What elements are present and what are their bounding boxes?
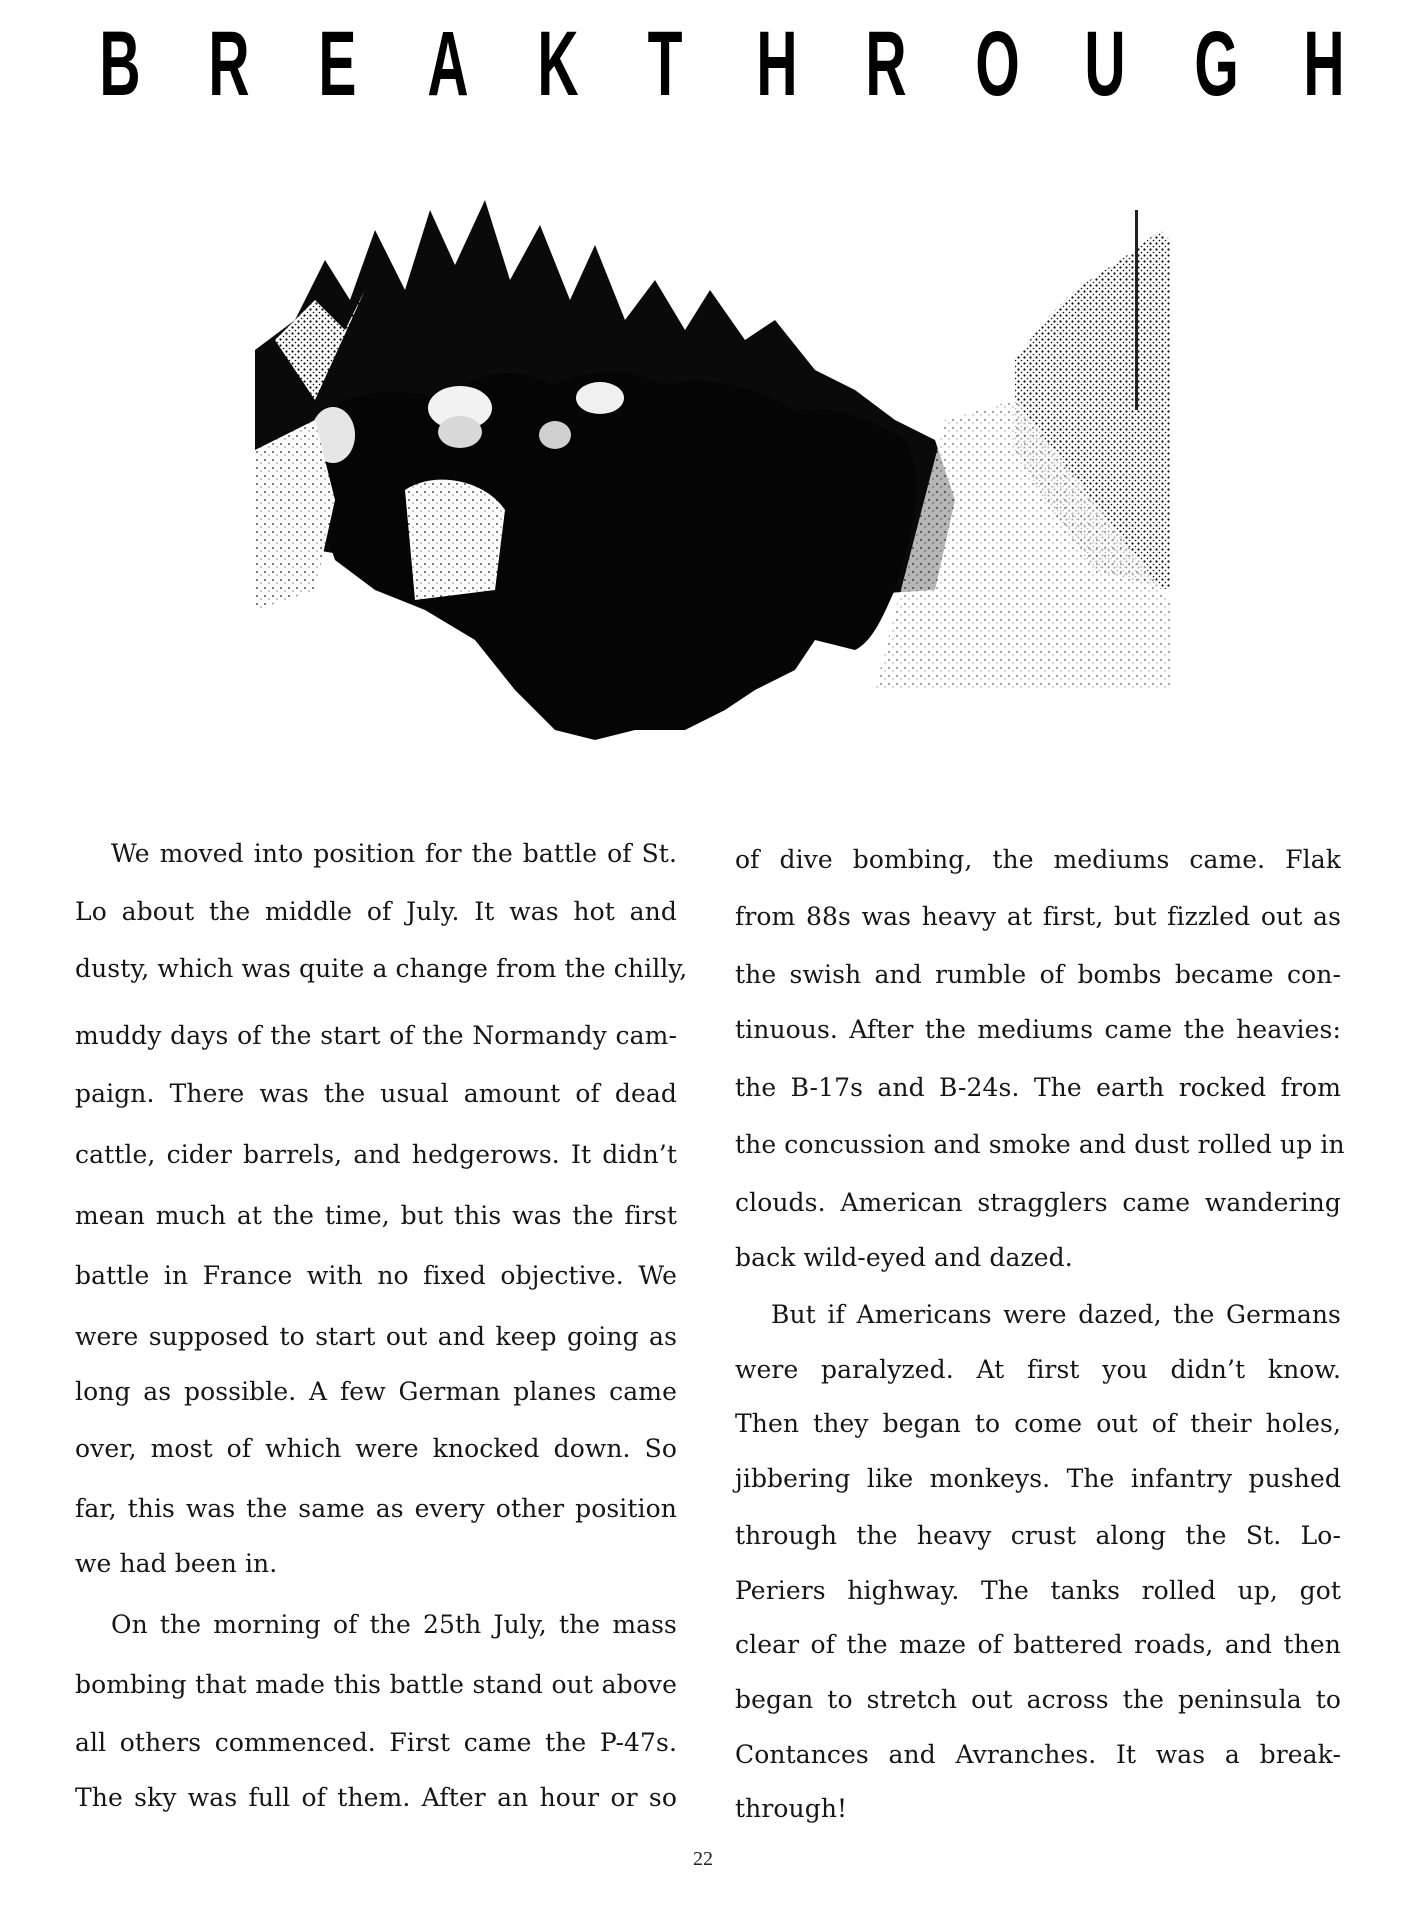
text-line: were supposed to start out and keep going as <box>75 1322 677 1351</box>
text-line: the B-17s and B-24s. The earth rocked from <box>735 1073 1341 1102</box>
text-line: far, this was the same as every other position <box>75 1494 677 1523</box>
page-title <box>88 13 1352 115</box>
title-letter: H <box>756 13 798 115</box>
title-letter: G <box>1193 13 1239 115</box>
photo-prisoners-on-road <box>255 170 1175 750</box>
text-line: But if Americans were dazed, the Germans <box>771 1300 1341 1329</box>
text-line: The sky was full of them. After an hour or so <box>75 1783 677 1812</box>
title-letter: O <box>975 13 1020 115</box>
title-letter: H <box>1303 13 1345 115</box>
text-line: through! <box>735 1794 848 1823</box>
text-line: We moved into position for the battle of St. <box>111 839 677 868</box>
title-letter: T <box>647 13 683 115</box>
text-line: muddy days of the start of the Normandy cam- <box>75 1021 677 1050</box>
text-line: we had been in. <box>75 1549 278 1578</box>
title-letter: K <box>537 13 579 115</box>
title-letter: B <box>99 13 141 115</box>
text-line: Periers highway. The tanks rolled up, got <box>735 1576 1341 1605</box>
text-line: dusty, which was quite a change from the chilly, <box>75 954 688 983</box>
text-line: bombing that made this battle stand out above <box>75 1670 677 1699</box>
title-letter: U <box>1084 13 1126 115</box>
text-line: the concussion and smoke and dust rolled up in <box>735 1130 1345 1159</box>
page-number: 22 <box>693 1848 713 1870</box>
text-line: battle in France with no fixed objective. We <box>75 1261 677 1290</box>
text-line: Then they began to come out of their holes, <box>735 1409 1341 1438</box>
text-line: tinuous. After the mediums came the heavies: <box>735 1015 1341 1044</box>
halftone-photo <box>255 170 1175 750</box>
text-line: mean much at the time, but this was the first <box>75 1201 677 1230</box>
text-line: from 88s was heavy at first, but fizzled out as <box>735 902 1341 931</box>
title-letter: R <box>865 13 907 115</box>
title-letter: E <box>318 13 357 115</box>
text-line: of dive bombing, the mediums came. Flak <box>735 845 1341 874</box>
text-line: paign. There was the usual amount of dead <box>75 1079 677 1108</box>
soldiers <box>315 372 916 740</box>
title-letter: R <box>208 13 251 115</box>
text-line: through the heavy crust along the St. Lo- <box>735 1521 1341 1550</box>
text-line: back wild-eyed and dazed. <box>735 1243 1073 1272</box>
text-line: long as possible. A few German planes came <box>75 1377 677 1406</box>
text-line: clear of the maze of battered roads, and then <box>735 1630 1341 1659</box>
text-line: jibbering like monkeys. The infantry pushed <box>735 1464 1341 1493</box>
text-line: On the morning of the 25th July, the mass <box>111 1610 677 1639</box>
text-line: began to stretch out across the peninsula to <box>735 1685 1341 1714</box>
text-line: Contances and Avranches. It was a break- <box>735 1740 1341 1769</box>
text-line: cattle, cider barrels, and hedgerows. It didn’t <box>75 1140 677 1169</box>
text-line: were paralyzed. At first you didn’t know. <box>735 1355 1341 1384</box>
text-line: over, most of which were knocked down. So <box>75 1434 677 1463</box>
text-line: clouds. American stragglers came wandering <box>735 1188 1341 1217</box>
text-line: all others commenced. First came the P-47s. <box>75 1728 677 1757</box>
text-line: the swish and rumble of bombs became con- <box>735 960 1341 989</box>
title-letter: A <box>427 13 469 115</box>
text-line: Lo about the middle of July. It was hot and <box>75 897 677 926</box>
